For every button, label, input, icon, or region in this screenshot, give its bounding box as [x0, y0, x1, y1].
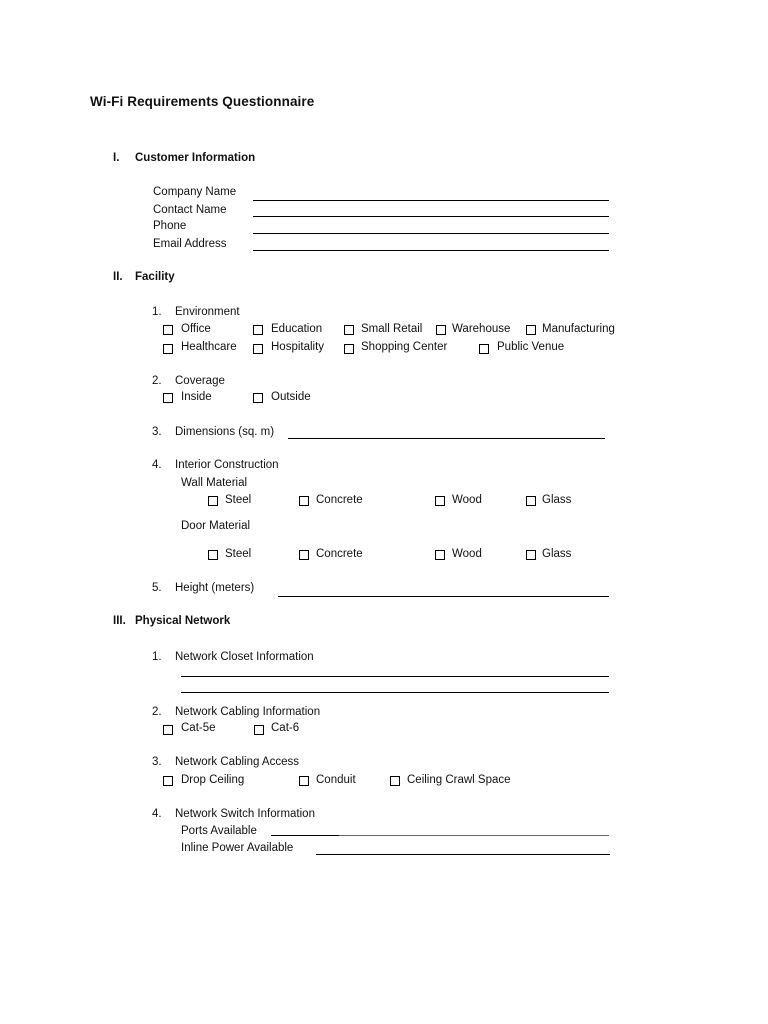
- section-number: II.: [113, 271, 123, 283]
- door-material-label: Door Material: [181, 520, 251, 532]
- item-number: 1.: [152, 651, 162, 663]
- network-closet-field-line-1[interactable]: [181, 676, 609, 677]
- small-retail-label: Small Retail: [361, 323, 423, 335]
- shopping-center-checkbox[interactable]: [344, 344, 354, 354]
- office-label: Office: [181, 323, 211, 335]
- manufacturing-label: Manufacturing: [542, 323, 615, 335]
- item-number: 5.: [152, 582, 162, 594]
- ceiling-crawl-space-checkbox[interactable]: [390, 776, 400, 786]
- item-number: 1.: [152, 306, 162, 318]
- height-field[interactable]: [278, 596, 609, 597]
- wall-steel-label: Steel: [225, 494, 252, 506]
- contact-name-label: Contact Name: [153, 204, 227, 216]
- outside-label: Outside: [271, 391, 311, 403]
- height-label: Height (meters): [175, 582, 255, 594]
- section-title-customer-information: Customer Information: [135, 152, 256, 164]
- education-checkbox[interactable]: [253, 325, 263, 335]
- interior-construction-label: Interior Construction: [175, 459, 279, 471]
- door-steel-checkbox[interactable]: [208, 550, 218, 560]
- conduit-label: Conduit: [316, 774, 356, 786]
- wall-wood-checkbox[interactable]: [435, 496, 445, 506]
- network-cabling-label: Network Cabling Information: [175, 706, 321, 718]
- item-number: 3.: [152, 426, 162, 438]
- inline-power-field[interactable]: [316, 854, 610, 855]
- office-checkbox[interactable]: [163, 325, 173, 335]
- item-number: 2.: [152, 375, 162, 387]
- cat-5e-label: Cat-5e: [181, 722, 216, 734]
- door-concrete-label: Concrete: [316, 548, 363, 560]
- email-address-field[interactable]: [253, 250, 609, 251]
- door-wood-label: Wood: [452, 548, 482, 560]
- phone-field[interactable]: [253, 233, 609, 234]
- wall-glass-checkbox[interactable]: [526, 496, 536, 506]
- coverage-label: Coverage: [175, 375, 225, 387]
- hospitality-checkbox[interactable]: [253, 344, 263, 354]
- manufacturing-checkbox[interactable]: [526, 325, 536, 335]
- email-address-label: Email Address: [153, 238, 227, 250]
- shopping-center-label: Shopping Center: [361, 341, 448, 353]
- wall-glass-label: Glass: [542, 494, 572, 506]
- cat-6-checkbox[interactable]: [254, 725, 264, 735]
- inline-power-label: Inline Power Available: [181, 842, 294, 854]
- dimensions-label: Dimensions (sq. m): [175, 426, 275, 438]
- section-title-facility: Facility: [135, 271, 175, 283]
- item-number: 4.: [152, 459, 162, 471]
- warehouse-label: Warehouse: [452, 323, 511, 335]
- conduit-checkbox[interactable]: [299, 776, 309, 786]
- network-cabling-access-label: Network Cabling Access: [175, 756, 299, 768]
- wall-concrete-label: Concrete: [316, 494, 363, 506]
- ceiling-crawl-space-label: Ceiling Crawl Space: [407, 774, 511, 786]
- door-glass-label: Glass: [542, 548, 572, 560]
- item-number: 3.: [152, 756, 162, 768]
- section-number: III.: [113, 615, 126, 627]
- door-wood-checkbox[interactable]: [435, 550, 445, 560]
- company-name-field[interactable]: [253, 200, 609, 201]
- page-title: Wi-Fi Requirements Questionnaire: [90, 94, 315, 109]
- network-closet-label: Network Closet Information: [175, 651, 314, 663]
- item-number: 4.: [152, 808, 162, 820]
- dimensions-field[interactable]: [288, 438, 605, 439]
- wall-material-label: Wall Material: [181, 477, 248, 489]
- wall-wood-label: Wood: [452, 494, 482, 506]
- cat-6-label: Cat-6: [271, 722, 300, 734]
- cat-5e-checkbox[interactable]: [163, 725, 173, 735]
- environment-label: Environment: [175, 306, 240, 318]
- item-number: 2.: [152, 706, 162, 718]
- outside-checkbox[interactable]: [253, 393, 263, 403]
- ports-available-label: Ports Available: [181, 825, 257, 837]
- small-retail-checkbox[interactable]: [344, 325, 354, 335]
- phone-label: Phone: [153, 220, 187, 232]
- network-closet-field-line-2[interactable]: [181, 692, 609, 693]
- inside-checkbox[interactable]: [163, 393, 173, 403]
- company-name-label: Company Name: [153, 186, 237, 198]
- contact-name-field[interactable]: [253, 216, 609, 217]
- wall-steel-checkbox[interactable]: [208, 496, 218, 506]
- door-concrete-checkbox[interactable]: [299, 550, 309, 560]
- wall-concrete-checkbox[interactable]: [299, 496, 309, 506]
- door-steel-label: Steel: [225, 548, 252, 560]
- network-switch-label: Network Switch Information: [175, 808, 315, 820]
- inside-label: Inside: [181, 391, 212, 403]
- section-title-physical-network: Physical Network: [135, 615, 231, 627]
- ports-available-field-dark[interactable]: [271, 835, 339, 836]
- education-label: Education: [271, 323, 323, 335]
- healthcare-checkbox[interactable]: [163, 344, 173, 354]
- healthcare-label: Healthcare: [181, 341, 237, 353]
- door-glass-checkbox[interactable]: [526, 550, 536, 560]
- hospitality-label: Hospitality: [271, 341, 325, 353]
- public-venue-checkbox[interactable]: [479, 344, 489, 354]
- ports-available-field[interactable]: [339, 835, 609, 836]
- public-venue-label: Public Venue: [497, 341, 565, 353]
- drop-ceiling-label: Drop Ceiling: [181, 774, 245, 786]
- section-number: I.: [113, 152, 120, 164]
- warehouse-checkbox[interactable]: [436, 325, 446, 335]
- drop-ceiling-checkbox[interactable]: [163, 776, 173, 786]
